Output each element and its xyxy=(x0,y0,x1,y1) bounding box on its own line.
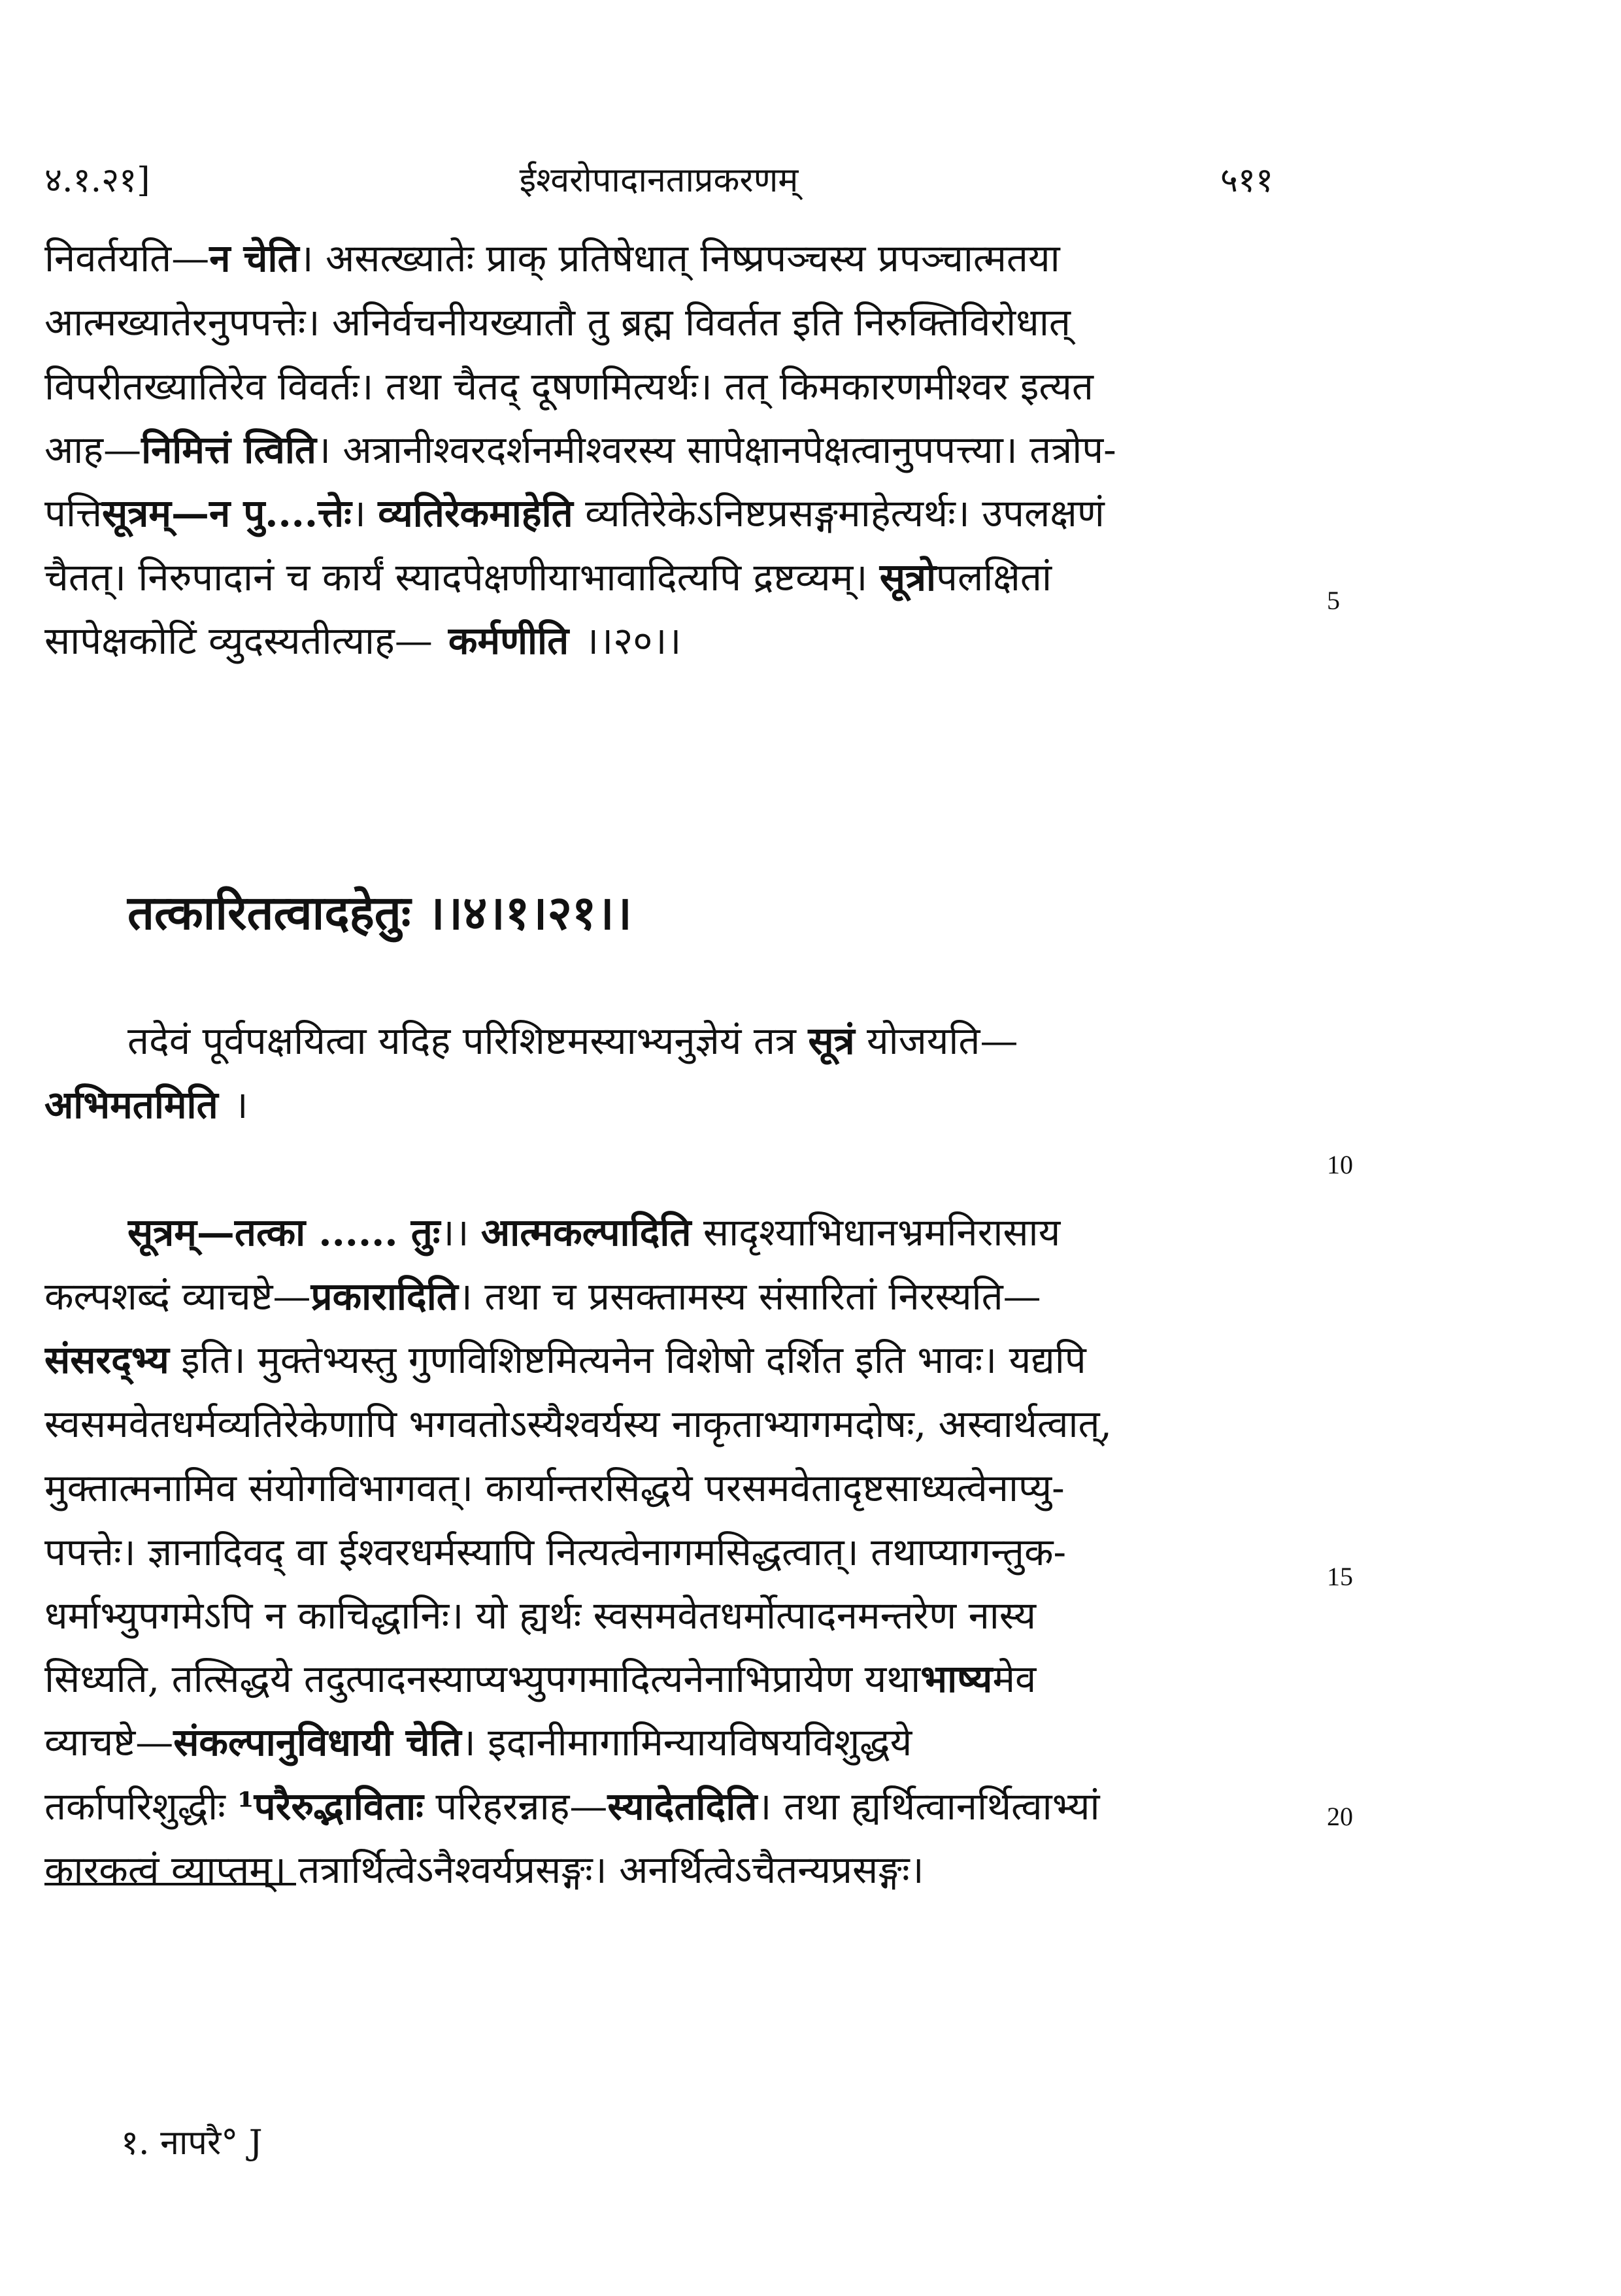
bold-term: न चेति xyxy=(209,236,299,280)
text-run: धर्माभ्युपगमेऽपि न काचिद्धानिः। यो ह्यर्थः स्वसमवेतधर्मोत्पादनमन्तरेण नास्य xyxy=(44,1593,1037,1638)
running-header xyxy=(44,156,1273,208)
bold-term: संकल्पानुविधायी चेति xyxy=(173,1720,461,1764)
text-run: विपरीतख्यातिरेव विवर्तः। तथा चैतद् दूषणमित्यर्थः। तत् किमकारणमीश्वर इत्यत xyxy=(44,364,1094,409)
bold-term: प्रकारादिति xyxy=(310,1274,458,1319)
text-line xyxy=(44,1780,1273,1832)
text-run: पपत्तेः। ज्ञानादिवद् वा ईश्वरधर्मस्यापि नित्यत्वेनागमसिद्धत्वात्। तथाप्यागन्तुक- xyxy=(44,1530,1067,1574)
text-run: योजयति— xyxy=(854,1019,1018,1063)
bold-term: सूत्रं xyxy=(808,1019,855,1063)
header-title: ईश्वरोपादानताप्रकरणम् xyxy=(519,161,799,200)
text-run: । तथा च प्रसक्तामस्य संसारितां निरस्यति— xyxy=(458,1274,1041,1319)
text-run: कारकत्वं व्याप्तम्। तत्रार्थित्वेऽनैश्वर्यप्रसङ्गः। अनर्थित्वेऽचैतन्यप्रसङ्गः। xyxy=(44,1848,924,1892)
footnote-rule xyxy=(44,1883,296,1885)
text-run: मेव xyxy=(992,1657,1037,1701)
header-page-number: ५११ xyxy=(1220,161,1273,200)
text-run: व्यतिरेकेऽनिष्टप्रसङ्गमाहेत्यर्थः। उपलक्षणं xyxy=(573,491,1105,535)
bold-term: व्यतिरेकमाहेति xyxy=(378,491,573,535)
text-line xyxy=(44,1334,1273,1386)
text-run: ।।२०।। xyxy=(584,618,682,663)
bold-term: कर्मणीति xyxy=(448,618,569,663)
text-run: तदेवं पूर्वपक्षयित्वा यदिह परिशिष्टमस्याभ्यनुज्ञेयं तत्र xyxy=(127,1019,809,1063)
text-line xyxy=(44,1716,1273,1768)
text-line xyxy=(127,1206,1273,1258)
bold-term: निमित्तं त्विति xyxy=(141,428,316,472)
text-line xyxy=(44,360,1273,413)
text-run: पत्ति xyxy=(44,491,103,535)
bold-term: भाष्य xyxy=(920,1657,993,1701)
text-line xyxy=(44,615,1273,667)
text-line xyxy=(44,424,1273,476)
text-run: । xyxy=(351,491,378,535)
line-number: 5 xyxy=(1327,586,1340,615)
text-run: पलक्षितां xyxy=(936,555,1052,599)
sutra-heading: तत्कारितत्वादहेतुः ।।४।१।२१।। xyxy=(127,885,632,940)
footnote: १. नापरै° J xyxy=(121,2123,263,2163)
text-line xyxy=(44,296,1273,348)
text-line xyxy=(44,1653,1273,1705)
bold-term: सूत्रो xyxy=(879,555,937,599)
text-run: मुक्तात्मनामिव संयोगविभागवत्। कार्यान्तरसिद्धये परसमवेतादृष्टसाध्यत्वेनाप्यु- xyxy=(44,1466,1065,1510)
bold-term: सूत्रम्—तत्का ...... तुः xyxy=(127,1210,441,1255)
text-line xyxy=(44,1462,1273,1514)
text-line xyxy=(44,487,1273,539)
text-run: सिध्यति, तत्सिद्धये तदुत्पादनस्याप्यभ्युपगमादित्यनेनाभिप्रायेण यथा xyxy=(44,1657,921,1701)
text-run: परिहरन्नाह— xyxy=(423,1784,608,1829)
bold-term: स्यादेतदिति xyxy=(607,1784,758,1829)
text-run: सापेक्षकोटिं व्युदस्यतीत्याह— xyxy=(44,618,433,663)
text-run: स्वसमवेतधर्मव्यतिरेकेणापि भगवतोऽस्यैश्वर्यस्य नाकृताभ्यागमदोषः, अस्वार्थत्वात्, xyxy=(44,1402,1112,1446)
line-number: 20 xyxy=(1327,1802,1353,1831)
bold-term: अभिमतमिति xyxy=(44,1083,218,1127)
text-line xyxy=(44,1079,1273,1131)
text-line xyxy=(127,1015,1273,1067)
text-run: । इदानीमागामिन्यायविषयविशुद्धये xyxy=(461,1720,912,1764)
text-run: । असत्ख्यातेः प्राक् प्रतिषेधात् निष्प्रपञ्चस्य प्रपञ्चात्मतया xyxy=(299,236,1060,280)
text-line xyxy=(44,551,1273,603)
text-line xyxy=(44,1844,1273,1896)
text-run: इति। मुक्तेभ्यस्तु गुणविशिष्टमित्यनेन विशेषो दर्शित इति भावः। यद्यपि xyxy=(169,1338,1086,1382)
header-section-ref: ४.१.२१] xyxy=(44,161,150,200)
text-run: आत्मख्यातेरनुपपत्तेः। अनिर्वचनीयख्यातौ तु ब्रह्म विवर्तत इति निरुक्तिविरोधात् xyxy=(44,300,1071,345)
bold-term: आत्मकल्पादिति xyxy=(480,1210,692,1255)
text-run: । अत्रानीश्वरदर्शनमीश्वरस्य सापेक्षानपेक्षत्वानुपपत्त्या। तत्रोप- xyxy=(316,428,1116,472)
text-run: आह— xyxy=(44,428,142,472)
text-line xyxy=(44,232,1273,284)
line-number: 10 xyxy=(1327,1150,1353,1179)
text-line xyxy=(44,1526,1273,1578)
text-run: निवर्तयति— xyxy=(44,236,210,280)
bold-term: सूत्रम्—न पु....त्तेः xyxy=(102,491,352,535)
line-number: 15 xyxy=(1327,1562,1353,1591)
text-run: कल्पशब्दं व्याचष्टे— xyxy=(44,1274,311,1319)
text-run: व्याचष्टे— xyxy=(44,1720,174,1764)
text-run: । तथा ह्यर्थित्वानर्थित्वाभ्यां xyxy=(757,1784,1100,1829)
text-run: ।। xyxy=(440,1210,481,1255)
text-line xyxy=(44,1589,1273,1642)
text-line xyxy=(44,1398,1273,1450)
text-run: सादृश्याभिधानभ्रमनिरासाय xyxy=(691,1210,1061,1255)
bold-term: ¹परैरुद्भाविताः xyxy=(237,1784,424,1829)
text-run: तर्कापरिशुद्धीः xyxy=(44,1784,238,1829)
text-run: चैतत्। निरुपादानं च कार्यं स्यादपेक्षणीयाभावादित्यपि द्रष्टव्यम्। xyxy=(44,555,880,599)
bold-term: संसरद्भ्य xyxy=(44,1338,169,1382)
text-line xyxy=(44,1270,1273,1323)
text-run: । xyxy=(233,1083,248,1127)
